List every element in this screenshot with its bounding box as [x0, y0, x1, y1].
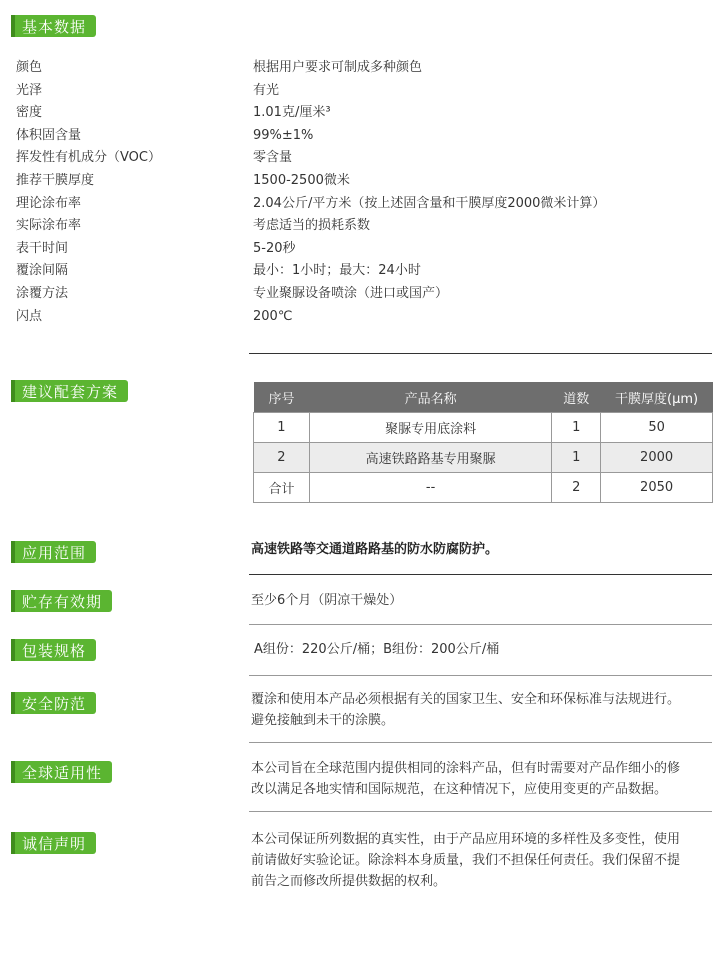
property-value: 根据用户要求可制成多种颜色 [253, 60, 423, 75]
safety-text [251, 689, 711, 731]
list-item [16, 260, 706, 283]
column-header: 道数 [552, 382, 601, 413]
basic-data-heading: 基本数据 [11, 15, 96, 37]
property-label: 光泽 [16, 82, 43, 98]
divider [249, 742, 712, 743]
property-label: 体积固含量 [16, 127, 82, 143]
property-value: 99%±1% [253, 127, 314, 143]
divider [249, 353, 712, 354]
property-label: 密度 [16, 105, 43, 121]
property-value: 1500-2500微米 [253, 172, 350, 188]
column-header: 产品名称 [309, 382, 551, 413]
property-value: 专业聚脲设备喷涂（进口或国产） [253, 285, 449, 301]
property-value: 5-20秒 [253, 240, 296, 256]
table-cell: 1 [552, 443, 601, 473]
column-header: 干膜厚度(μm) [601, 382, 713, 413]
divider [249, 624, 712, 625]
storage-heading: 贮存有效期 [11, 590, 112, 612]
basic-data-list [16, 57, 706, 328]
table-cell: 50 [601, 413, 713, 443]
text-line: 改以满足各地实情和国际规范，在这种情况下，应使用变更的产品数据。 [251, 782, 668, 797]
property-label: 实际涂布率 [16, 218, 82, 234]
list-item [16, 215, 706, 238]
table-cell: 1 [254, 413, 310, 443]
property-label: 挥发性有机成分（VOC） [16, 150, 161, 166]
property-value: 最小：1小时；最大：24小时 [253, 263, 421, 279]
property-label: 颜色 [16, 60, 43, 75]
table-row [254, 443, 713, 473]
text-line: 本公司保证所列数据的真实性，由于产品应用环境的多样性及多变性，使用 [251, 832, 681, 847]
list-item [16, 283, 706, 306]
list-item [16, 125, 706, 148]
table-cell: 2050 [601, 473, 713, 503]
property-value: 200℃ [253, 308, 293, 324]
scope-text: 高速铁路等交通道路路基的防水防腐防护。 [251, 542, 499, 557]
divider [249, 675, 712, 676]
packing-text: A组份：220公斤/桶；B组份：200公斤/桶 [254, 642, 500, 657]
list-item [16, 57, 706, 80]
property-value: 1.01克/厘米³ [253, 105, 331, 121]
storage-text: 至少6个月（阴凉干燥处） [251, 593, 403, 608]
property-label: 覆涂间隔 [16, 263, 69, 279]
list-item [16, 102, 706, 125]
list-item [16, 306, 706, 329]
list-item [16, 193, 706, 216]
text-line: 前请做好实验论证。除涂料本身质量，我们不担保任何责任。我们保留不提 [251, 853, 681, 868]
table-cell: 聚脲专用底涂料 [309, 413, 551, 443]
property-value: 零含量 [253, 150, 293, 166]
text-line: 避免接触到未干的涂膜。 [251, 713, 395, 728]
property-label: 表干时间 [16, 240, 69, 256]
column-header: 序号 [254, 382, 310, 413]
table-cell: 2000 [601, 443, 713, 473]
property-value: 有光 [253, 82, 280, 98]
text-line: 覆涂和使用本产品必须根据有关的国家卫生、安全和环保标准与法规进行。 [251, 692, 681, 707]
text-line: 本公司旨在全球范围内提供相同的涂料产品，但有时需要对产品作细小的修 [251, 761, 681, 776]
property-value: 考虑适当的损耗系数 [253, 218, 371, 234]
global-text [251, 758, 711, 800]
list-item [16, 238, 706, 261]
list-item [16, 80, 706, 103]
table-cell: 高速铁路路基专用聚脲 [309, 443, 551, 473]
list-item [16, 147, 706, 170]
table-cell: 2 [254, 443, 310, 473]
table-cell: 合计 [254, 473, 310, 503]
scheme-table [253, 382, 713, 503]
table-cell: 2 [552, 473, 601, 503]
safety-heading: 安全防范 [11, 692, 96, 714]
property-label: 理论涂布率 [16, 195, 82, 211]
property-label: 闪点 [16, 308, 43, 324]
statement-heading: 诚信声明 [11, 832, 96, 854]
global-heading: 全球适用性 [11, 761, 112, 783]
divider [249, 811, 712, 812]
property-label: 涂覆方法 [16, 285, 69, 301]
table-cell: -- [309, 473, 551, 503]
text-line: 前告之而修改所提供数据的权利。 [251, 874, 447, 889]
divider [249, 574, 712, 575]
table-cell: 1 [552, 413, 601, 443]
table-header-row [254, 382, 713, 413]
property-value: 2.04公斤/平方米（按上述固含量和干膜厚度2000微米计算） [253, 195, 606, 211]
table-row [254, 413, 713, 443]
scope-heading: 应用范围 [11, 541, 96, 563]
scheme-heading: 建议配套方案 [11, 380, 128, 402]
statement-text [251, 829, 711, 892]
property-label: 推荐干膜厚度 [16, 172, 95, 188]
list-item [16, 170, 706, 193]
packing-heading: 包装规格 [11, 639, 96, 661]
table-row [254, 473, 713, 503]
